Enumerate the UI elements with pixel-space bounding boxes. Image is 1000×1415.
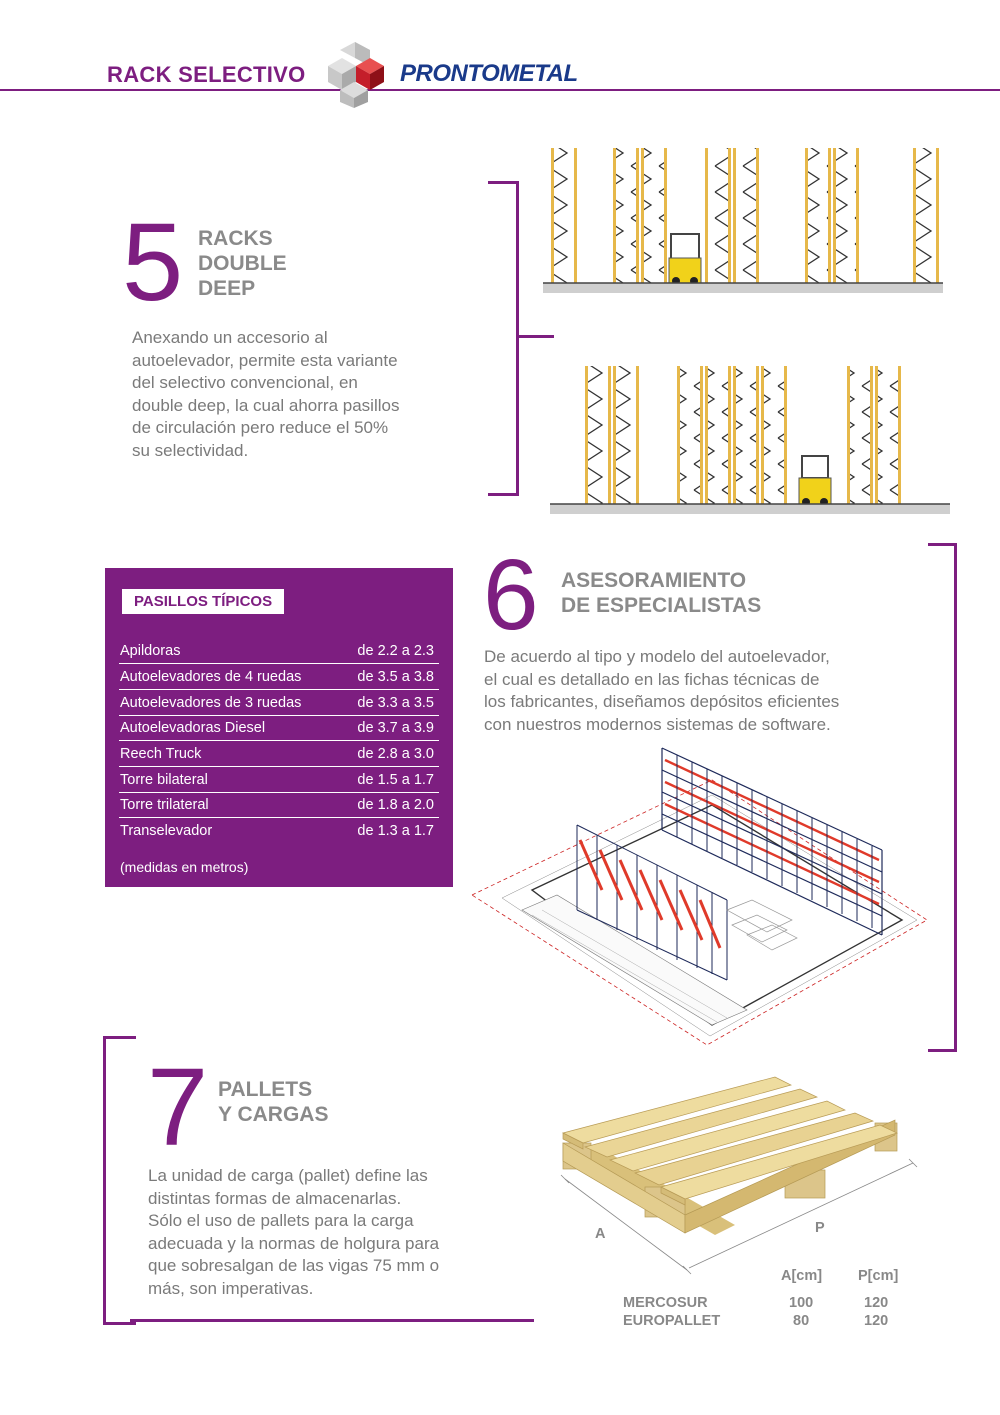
table-row: Torre bilateral de 1.5 a 1.7 — [119, 767, 439, 793]
section-6-body: De acuerdo al tipo y modelo del autoelevador, el cual es detallado en las fichas técnicas de los fabricantes, diseñamos depósitos eficientes con nuestros modernos sistemas de software. — [484, 647, 840, 734]
pasillos-tipicos-table — [105, 568, 453, 887]
warehouse-layout-drawing — [462, 740, 942, 1052]
table-row: EUROPALLET 80 120 — [623, 1313, 889, 1329]
table-note: (medidas en metros) — [120, 859, 249, 875]
section-7-bracket — [103, 1036, 136, 1325]
table-row: Autoelevadoras Diesel de 3.7 a 3.9 — [119, 715, 439, 741]
table-row: Autoelevadores de 4 ruedas de 3.5 a 3.8 — [119, 664, 439, 690]
section-5-bracket — [488, 181, 519, 496]
table-row: Autoelevadores de 3 ruedas de 3.3 a 3.5 — [119, 690, 439, 716]
pasillos-table-header: PASILLOS TÍPICOS — [122, 589, 284, 614]
section-7-number: 7 — [147, 1046, 209, 1169]
section-7-body: La unidad de carga (pallet) define las distintas formas de almacenarlas. Sólo el uso de pallets para la carga adecuada y la normas de holgura para que sobresalgan de las vigas 75 mm o más, son imperativas. — [148, 1166, 440, 1298]
section-6-number: 6 — [483, 539, 539, 651]
section-5-body: Anexando un accesorio al autoelevador, permite esta variante del selectivo convencional, en double deep, la cual ahorra pasillos de circulación pero reduce el 50% su selectividad. — [132, 328, 400, 460]
bracket-tick — [516, 335, 554, 338]
dimension-label-a: A — [595, 1226, 606, 1242]
section-7-title: PALLETS Y CARGAS — [218, 1078, 329, 1126]
pallet-col-header-a: A[cm] — [781, 1268, 823, 1284]
table-row: Apildoras de 2.2 a 2.3 — [119, 638, 439, 664]
table-row: Torre trilateral de 1.8 a 2.0 — [119, 792, 439, 818]
forklift-icon — [799, 456, 831, 506]
section-5-title: RACKS DOUBLE DEEP — [198, 227, 287, 300]
brand-name: PRONTOMETAL — [400, 60, 578, 87]
dimension-label-p: P — [815, 1220, 825, 1236]
document-title: RACK SELECTIVO — [107, 62, 306, 87]
pallet-col-header-p: P[cm] — [858, 1268, 899, 1284]
header-divider — [0, 89, 1000, 91]
double-deep-rack-illustration-top — [543, 140, 943, 300]
double-deep-rack-illustration-bottom — [550, 360, 950, 520]
section-6-title: ASESORAMIENTO DE ESPECIALISTAS — [561, 569, 762, 617]
table-row: Reech Truck de 2.8 a 3.0 — [119, 741, 439, 767]
bracket-bottom-extension — [130, 1319, 534, 1322]
table-row: Transelevador de 1.3 a 1.7 — [120, 823, 434, 839]
table-row: MERCOSUR 100 120 — [623, 1295, 889, 1311]
forklift-icon — [669, 234, 701, 285]
wooden-pallet-illustration — [555, 1075, 925, 1280]
prontometal-logo-icon — [320, 40, 390, 110]
section-5-number: 5 — [122, 201, 184, 324]
